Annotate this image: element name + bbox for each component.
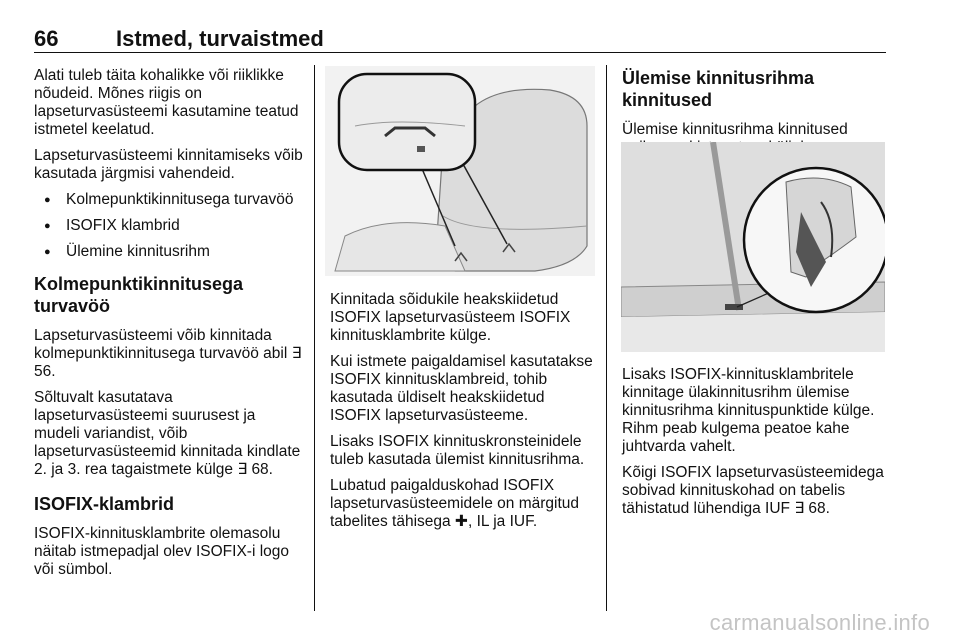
section-heading: Ülemise kinnitusrihma kinnitused <box>622 68 815 110</box>
column-divider-right <box>606 65 607 611</box>
paragraph: Ülemise kinnitusrihma kinnitused <box>622 121 848 138</box>
list-item: ● Ülemine kinnitusrihm <box>34 243 304 261</box>
seat-drawing <box>325 66 595 276</box>
text-run: , IL ja IUF. <box>467 513 538 530</box>
paragraph: ISOFIX-kinnitusklambrite olemasolu näitab istmepadjal olev ISOFIX-i logo või sümbol. <box>34 525 290 578</box>
list-item: ● Kolmepunktikinnitusega turvavöö <box>34 191 304 209</box>
left-column <box>34 67 304 587</box>
bullet-list <box>34 191 304 261</box>
list-item: ● ISOFIX klambrid <box>34 217 304 235</box>
paragraph: Lisaks ISOFIX kinnituskronsteinidele tuleb kasutada ülemist kinnitusrihma. <box>330 433 585 468</box>
section-heading: ISOFIX-klambrid <box>34 494 175 514</box>
page-title: Istmed, turvaistmed <box>116 26 324 51</box>
column-divider-left <box>314 65 315 611</box>
page-header <box>34 22 886 53</box>
paragraph: Lisaks ISOFIX-kinnitusklambritele kinnitage ülakinnitusrihm ülemise kinnitusrihma kinnituspunktide külge. Rihm peab kulgema peatoe kahe juhtvarda vahelt. <box>622 366 875 455</box>
top-tether-illustration <box>621 142 885 352</box>
isofix-seat-illustration <box>325 66 595 276</box>
paragraph: Lapseturvasüsteemi võib kinnitada kolmepunktikinnitusega turvavöö abil ∃ 56. <box>34 327 302 380</box>
page-number: 66 <box>34 26 59 51</box>
paragraph: Sõltuvalt kasutatava lapseturvasüsteemi suurusest ja mudeli variandist, võib lapseturvasüsteemid kinnitada kindlate 2. ja 3. rea tagaistmete külge ∃ 68. <box>34 389 301 478</box>
paragraph: Kui istmete paigaldamisel kasutatakse ISOFIX kinnitusklambreid, tohib kasutada üldiselt heakskiidetud ISOFIX lapseturvasüsteeme. <box>330 353 593 424</box>
middle-column <box>330 291 595 539</box>
section-heading: Kolmepunktikinnitusega turvavöö <box>34 274 244 316</box>
isofix-symbol-icon: ✚ <box>454 513 468 530</box>
paragraph: Kinnitada sõidukile heakskiidetud ISOFIX lapseturvasüsteem ISOFIX kinnitusklambrite külge. <box>330 291 571 344</box>
right-column-bottom <box>622 366 890 526</box>
text-run: Lubatud paigalduskohad ISOFIX lapseturvasüsteemidele on märgitud tabelites tähisega <box>330 477 579 530</box>
paragraph: Lapseturvasüsteemi kinnitamiseks võib kasutada järgmisi vahendeid. <box>34 147 303 182</box>
paragraph: Kõigi ISOFIX lapseturvasüsteemidega sobivad kinnituskohad on tabelis tähistatud lühendiga IUF ∃ 68. <box>622 464 884 517</box>
watermark: carmanualsonline.info <box>709 610 930 635</box>
paragraph: Alati tuleb täita kohalikke või riiklikke nõudeid. Mõnes riigis on lapseturvasüsteemi kasutamine teatud istmetel keelatud. <box>34 67 299 138</box>
tether-drawing <box>621 142 885 352</box>
paragraph <box>330 477 595 531</box>
